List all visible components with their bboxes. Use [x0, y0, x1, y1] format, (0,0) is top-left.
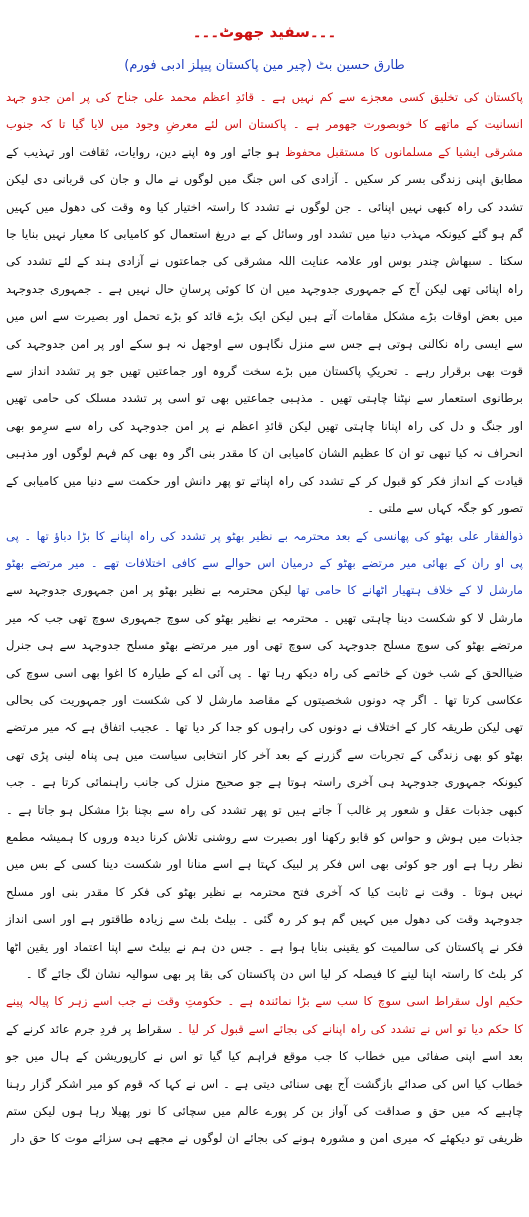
- paragraph-3-highlight: حکیم اول سقراط اسی سوچ کا سب سے بڑا نمائندہ ہے ۔ حکومتِ وقت نے جب اسے زہر کا پیالہ پینے کا حکم دیا تو اس نے تشدد کی راہ اپنانے کی بجائے اسے قبول کر لیا ۔: [6, 994, 524, 1036]
- paragraph-1-body: ہو جائے اور وہ اپنے دین، روایات، ثقافت اور تہذیب کے مطابق اپنی زندگی بسر کر سکیں ۔ آزادی کی اس جنگ میں لوگوں نے مال و جان کی قربانی دی لیکن تشدد کی راہ کبھی نہیں اپنائی ۔ جن لوگوں نے تشدد کا راستہ اختیار کیا وہ وقت کی دھول میں کہیں گم ہو گئے کیونکہ مہذب دنیا میں تشدد اور وسائل کے بے دریغ استعمال کو کامیابی کا معیار نہیں بنایا جا سکتا ۔ سبھاش چندر بوس اور علامہ عنایت اللہ مشرقی کی جماعتوں نے آزادی ہند کے لئے تشدد کی راہ اپنائی تھی لیکن آج کے جمہوری جدوجہد میں ان کا کوئی پرسانِ حال نہیں ہے ۔ جمہوری جدوجہد میں بعض اوقات بڑے مشکل مقامات آتے ہیں لیکن ایک بڑے قائد کو بڑے تحمل اور بصیرت سے اس میں سے ایسی راہ نکالنی ہوتی ہے جس سے منزل نگاہوں سے اوجھل نہ ہو سکے اور پر امن جدوجہد کی قوت بھی برقرار رہے ۔ تحریکِ پاکستان میں بڑے سخت گروہ اور جماعتیں تھیں جو پر تشدد انداز سے برطانوی استعمار سے نپٹنا چاہتی تھیں ۔ مذہبی جماعتیں بھی تو اسی پر تشدد مسلک کی حامی تھیں اور جنگ و دل کی راہ اپنانا چاہتی تھیں لیکن قائدِ اعظم نے پر امن جدوجہد کی راہ سے سرِمو بھی انحراف نہ کیا تبھی تو ان کا عظیم الشان کامیابی ان کا مقدر بنی اگر وہ بھی کم فہم لوگوں اور مذہبی قیادت کے انداز فکر کو قبول کر کے تشدد کی راہ اپناتے تو پھر دانش اور حکمت سے دنیا میں کامیابی کے تصور کو جگہ کہاں سے ملتی ۔: [6, 144, 523, 516]
- paragraph-2: [6, 523, 523, 989]
- paragraph-2-highlight: ذوالفقار علی بھٹو کی پھانسی کے بعد محترمہ بے نظیر بھٹو پر تشدد کی راہ اپنانے کا بڑا دباؤ تھا ۔ پی پی او ران کے بھائی میر مرتضے بھٹو کے درمیان اس حوالے سے کافی اختلافات تھے ۔ میر مرتضے بھٹو مارشل لا کے خلاف ہتھیار اٹھانے کا حامی تھا: [6, 528, 523, 598]
- paragraph-1: [6, 84, 523, 523]
- paragraph-3: [6, 988, 523, 1152]
- paragraph-1-highlight: پاکستان کی تخلیق کسی معجزے سے کم نہیں ہے ۔ قائدِ اعظم محمد علی جناح کی پر امن جدو جہد انسانیت کے ماتھے کا خوبصورت جھومر ہے ۔ پاکستان اس لئے معرضِ وجود میں لایا گیا تا کہ جنوب مشرقی ایشیا کے مسلمانوں کا مستقبل محفوظ: [6, 90, 523, 159]
- paragraph-3-body: سقراط پر فردِ جرم عائد کرنے کے بعد اسے اپنی صفائی میں خطاب کا جب موقع فراہم کیا گیا تو اس نے کارپوریشن کے ہال میں جو خطاب کیا اس کی صدائے بازگشت آج بھی سنائی دیتی ہے ۔ اس نے کہا کہ قوم کو میر اشکر گزار رہنا چاہیے کہ میں حق و صداقت کی آواز بن کر پورے عالم میں سچائی کا نور پھیلا رہا ہوں لیکن ستم ظریفی تو دیکھئے کہ میری امن و مشورہ ہونے کی بجائے ان لوگوں نے مجھے ہی سزائے موت کا حق دار: [6, 1021, 523, 1146]
- author-byline: طارق حسین بٹ (چیر مین پاکستان پیپلز ادبی فورم): [124, 58, 405, 73]
- article-title: ۔۔۔سفید جھوٹ۔۔۔: [192, 23, 337, 41]
- paragraph-2-body: لیکن محترمہ بے نظیر بھٹو پر امن جمہوری جدوجہد سے مارشل لا کو شکست دینا چاہتی تھیں ۔ محترمہ بے نظیر بھٹو کی سوچ جمہوری سوچ تھی جب کہ میر مرتضے بھٹو کی سوچ مسلح جدوجہد کی سوچ تھی اور میر مرتضے بھٹو مسلح جدوجہد سے ہی جنرل ضیاالحق کے شب خون کے خاتمے کی راہ دیکھ رہا تھا ۔ پی آئی اے کے طیارہ کا اغوا بھی اسی سوچ کی عکاسی کرتا تھا ۔ اگر چہ دونوں شخصیتوں کے مقاصد مارشل لا کی شکست اور جمہوریت کی بحالی تھی لیکن طریقہ کار کے اختلاف نے دونوں کی راہوں کو جدا کر دیا تھا ۔ عجیب اتفاق ہے کہ میر مرتضے بھٹو کو بھی زندگی کے تجربات سے گزرنے کے بعد آخر کار انتخابی سیاست میں ہی پناہ لینی پڑی تھی کیونکہ جمہوری جدوجہد ہی آخری راستہ ہوتا ہے جو صحیح منزل کی جانب راہنمائی کرتا ہے ۔ جب کبھی جذبات عقل و شعور پر غالب آ جاتے ہیں تو پھر تشدد کی راہ سے بچنا بڑا مشکل ہو جاتا ہے ۔ جذبات میں ہوش و حواس کو قابو رکھنا اور بصیرت سے روشنی تلاش کرنا دیدہ وروں کا ہمیشہ مطمع نظر رہا ہے اور جو کوئی بھی اس فکر پر لبیک کہتا ہے اسے منانا اور شکست دینا کسی کے بس میں نہیں ہوتا ۔ وقت نے ثابت کیا کہ آخری فتح محترمہ بے نظیر بھٹو کی فکر کا مقدر بنی اور مسلح جدوجہد وقت کی دھول میں کہیں گم ہو کر رہ گئی ۔ بیلٹ بلٹ سے زیادہ طاقتور ہے اور اسی انداز فکر نے پاکستان کی سالمیت کو یقینی بنایا ہوا ہے ۔ جس دن ہم نے بیلٹ سے اپنا اعتماد اور یقین اٹھا کر بلٹ کا راستہ اپنا لینے کا فیصلہ کر لیا اس دن پاکستان کی بقا پر بھی سوالیہ نشان لگ جائے گا ۔: [6, 583, 523, 981]
